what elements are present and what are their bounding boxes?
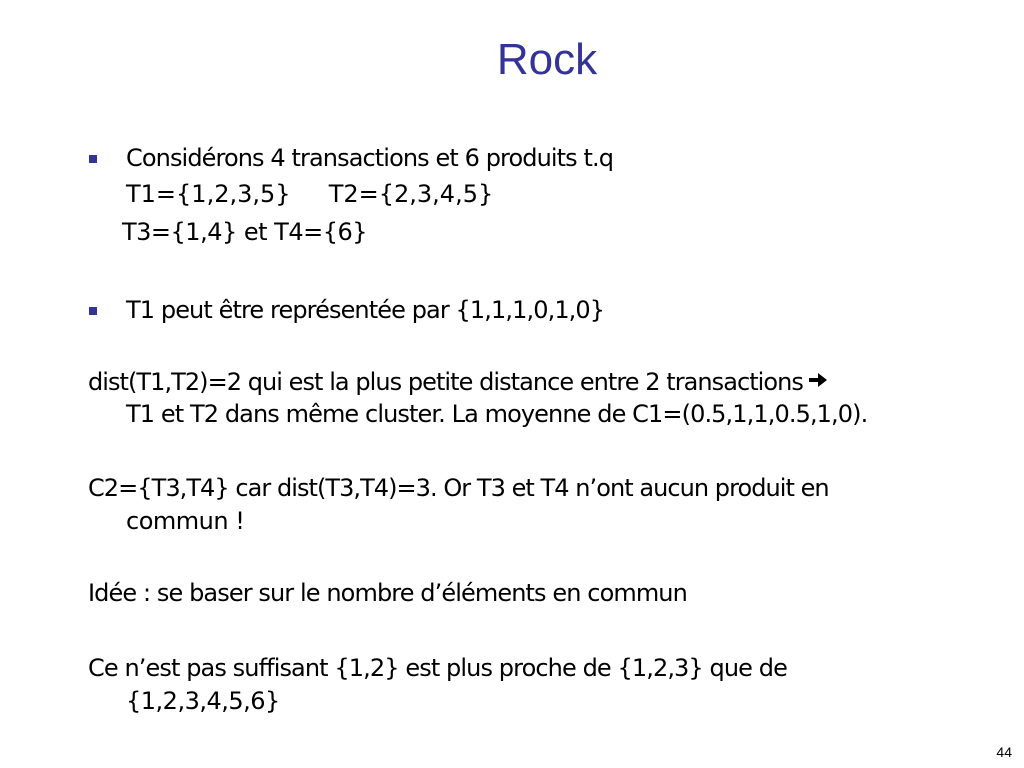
para1-line1-text: dist(T1,T2)=2 qui est la plus petite distance entre 2 transactions [88,368,803,396]
para4-line2: {1,2,3,4,5,6} [126,687,280,715]
bullet1-line2: T1={1,2,3,5} T2={2,3,4,5} [126,180,494,208]
para2-line1: C2={T3,T4} car dist(T3,T4)=3. Or T3 et T4 n’ont aucun produit en [88,474,829,502]
para3-line1: Idée : se baser sur le nombre d’éléments en commun [88,579,687,607]
para1-line2: T1 et T2 dans même cluster. La moyenne de C1=(0.5,1,1,0.5,1,0). [126,400,868,428]
bullet-square-icon [89,307,97,315]
bullet2-line1: T1 peut être représentée par {1,1,1,0,1,0} [126,296,605,324]
bullet1-line3: T3={1,4} et T4={6} [122,218,368,246]
para1-line1 [88,366,827,398]
para4-line1: Ce n’est pas suffisant {1,2} est plus proche de {1,2,3} que de [88,654,787,682]
page-number: 44 [996,744,1012,760]
slide-title: Rock [496,35,598,84]
bullet-square-icon [89,155,97,163]
bullet1-line1: Considérons 4 transactions et 6 produits t.q [126,144,614,172]
right-arrow-icon [809,372,827,388]
para2-line2: commun ! [126,507,245,535]
